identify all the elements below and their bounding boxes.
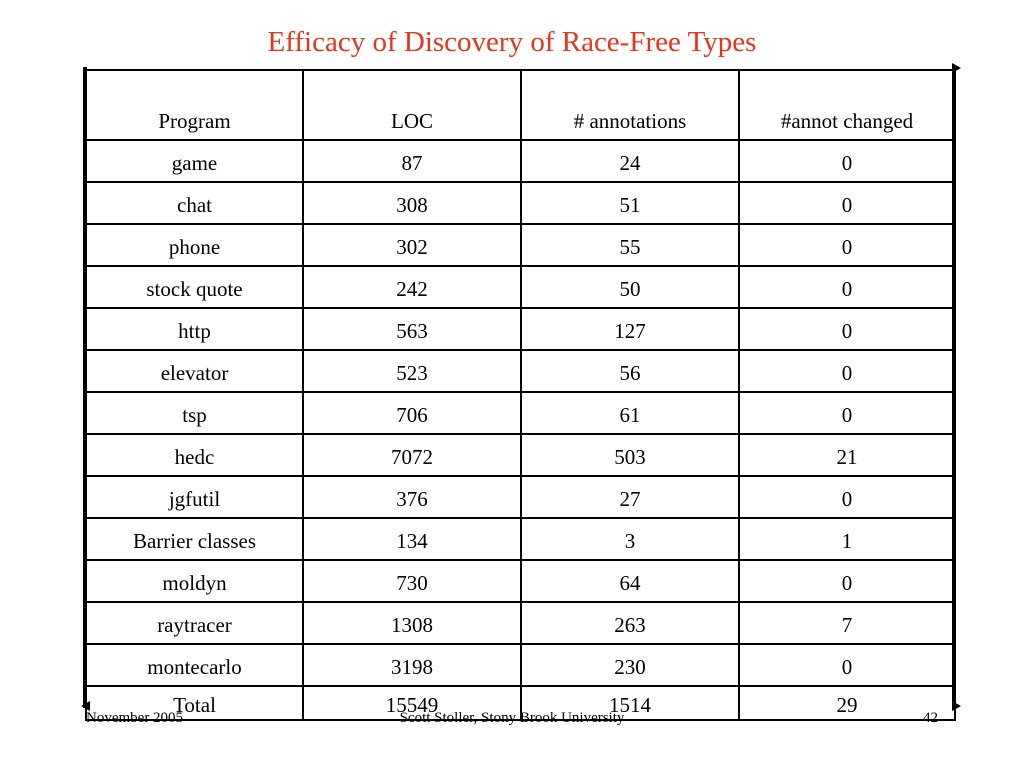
cell-annot-changed: 0 [739,392,955,434]
cell-annot-changed: 0 [739,560,955,602]
table-row [86,308,955,350]
cell-loc: 376 [303,476,521,518]
cell-annotations: 263 [521,602,739,644]
results-table [85,69,956,721]
table-row [86,644,955,686]
footer-date: November 2005 [86,710,184,726]
cell-program: jgfutil [86,476,303,518]
table-row [86,182,955,224]
cell-loc: 87 [303,140,521,182]
cell-program: game [86,140,303,182]
cell-annotations: 230 [521,644,739,686]
table-row [86,602,955,644]
cell-annotations: 64 [521,560,739,602]
table-row [86,434,955,476]
cell-loc: 706 [303,392,521,434]
cell-annot-changed: 0 [739,476,955,518]
header-annotations: # annotations [521,70,739,140]
cell-annot-changed: 0 [739,644,955,686]
cell-loc: 302 [303,224,521,266]
cell-loc: 563 [303,308,521,350]
table-row [86,392,955,434]
total-label: Total [86,686,303,720]
header-program: Program [86,70,303,140]
table-row [86,350,955,392]
cell-program: raytracer [86,602,303,644]
cell-annot-changed: 0 [739,308,955,350]
footer-author: Scott Stoller, Stony Brook University [399,710,625,726]
cell-annot-changed: 0 [739,182,955,224]
table-row [86,266,955,308]
cell-annot-changed: 1 [739,518,955,560]
header-loc: LOC [303,70,521,140]
cell-annotations: 3 [521,518,739,560]
cell-program: http [86,308,303,350]
cell-program: Barrier classes [86,518,303,560]
cell-program: stock quote [86,266,303,308]
table-left-edge [83,67,87,708]
cell-program: montecarlo [86,644,303,686]
footer-page-number: 42 [923,710,938,726]
cell-annot-changed: 0 [739,266,955,308]
cell-program: hedc [86,434,303,476]
slide-title: Efficacy of Discovery of Race-Free Types [267,26,757,58]
cell-annotations: 55 [521,224,739,266]
cell-program: tsp [86,392,303,434]
cell-program: moldyn [86,560,303,602]
table-row [86,476,955,518]
cell-annotations: 61 [521,392,739,434]
cell-annotations: 127 [521,308,739,350]
cell-program: phone [86,224,303,266]
table-right-edge [952,67,956,708]
total-annotations: 1514 [521,686,739,720]
header-annot-changed: #annot changed [739,70,955,140]
cell-annotations: 51 [521,182,739,224]
table-header-row [86,70,955,140]
cell-loc: 730 [303,560,521,602]
cell-loc: 134 [303,518,521,560]
cell-annot-changed: 21 [739,434,955,476]
table-row [86,518,955,560]
cell-annotations: 24 [521,140,739,182]
cell-annotations: 50 [521,266,739,308]
cell-loc: 7072 [303,434,521,476]
cell-loc: 308 [303,182,521,224]
total-annot-changed: 29 [739,686,955,720]
cell-annotations: 27 [521,476,739,518]
table-row [86,140,955,182]
cell-loc: 523 [303,350,521,392]
cell-loc: 1308 [303,602,521,644]
cell-annotations: 56 [521,350,739,392]
table-row [86,560,955,602]
cell-annot-changed: 0 [739,140,955,182]
cell-program: chat [86,182,303,224]
cell-annotations: 503 [521,434,739,476]
arrow-right-icon [952,63,961,73]
total-loc: 15549 [303,686,521,720]
table-row [86,224,955,266]
cell-loc: 3198 [303,644,521,686]
cell-loc: 242 [303,266,521,308]
cell-annot-changed: 0 [739,224,955,266]
cell-annot-changed: 0 [739,350,955,392]
cell-program: elevator [86,350,303,392]
cell-annot-changed: 7 [739,602,955,644]
